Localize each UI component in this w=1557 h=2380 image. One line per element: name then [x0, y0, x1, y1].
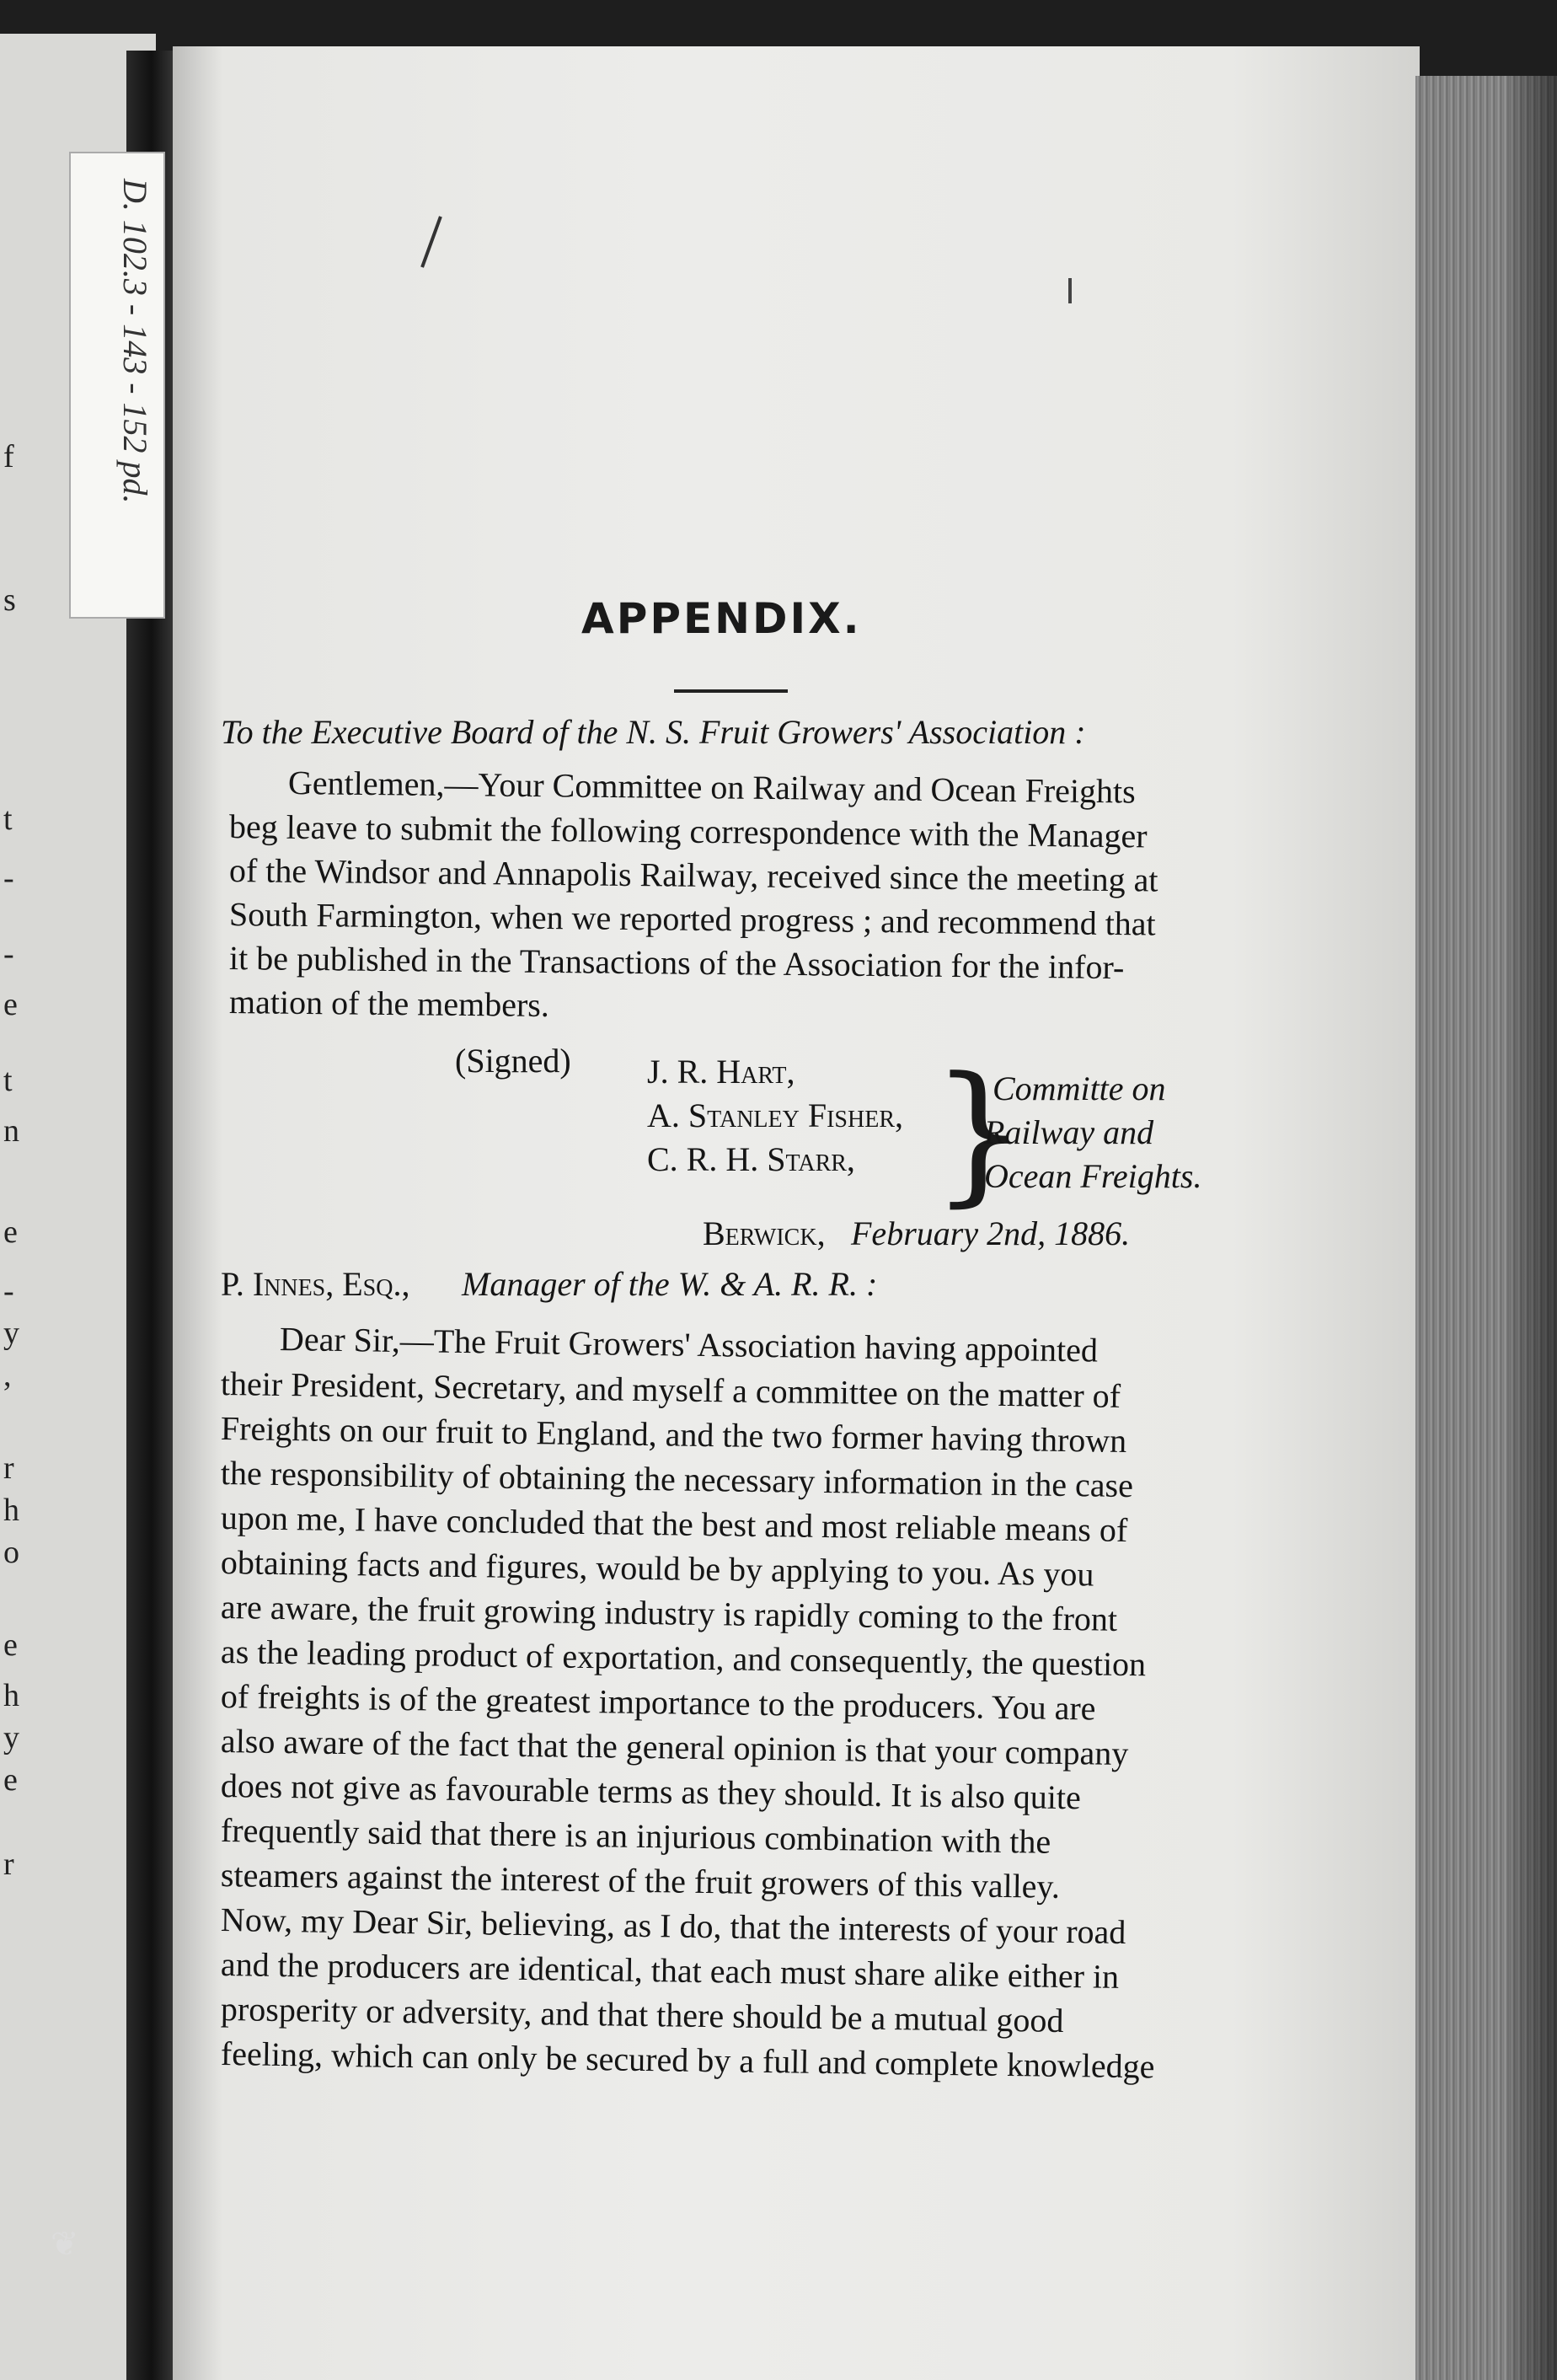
- paragraph-line: frequently said that there is an injurious combination with the: [220, 1811, 1051, 1861]
- paragraph-line: are aware, the fruit growing industry is rapidly coming to the front: [220, 1588, 1118, 1638]
- paragraph-line: of freights is of the greatest importance to the producers. You are: [220, 1677, 1096, 1728]
- place: Berwick,: [703, 1214, 826, 1252]
- paragraph-line: does not give as favourable terms as they should. It is also quite: [220, 1766, 1082, 1817]
- title-rule: [674, 689, 788, 693]
- margin-char: y: [3, 1720, 19, 1756]
- signatory: C. R. H. Starr,: [647, 1140, 855, 1178]
- paragraph-line: steamers against the interest of the fruit growers of this valley.: [220, 1856, 1061, 1906]
- salutation-line: To the Executive Board of the N. S. Fruit Growers' Association :: [221, 713, 1086, 751]
- margin-char: h: [3, 1493, 19, 1528]
- margin-char: ,: [3, 1358, 12, 1393]
- paragraph-line: prosperity or adversity, and that there should be a mutual good: [220, 1990, 1064, 2040]
- slip-text: D. 102.3 - 143 - 152 pd.: [116, 179, 154, 504]
- margin-char: e: [3, 987, 18, 1022]
- committee-line: Committe on: [993, 1069, 1166, 1107]
- paragraph-line: upon me, I have concluded that the best and most reliable means of: [220, 1498, 1128, 1550]
- paragraph-line: and the producers are identical, that each must share alike either in: [220, 1945, 1120, 1996]
- margin-char: h: [3, 1678, 19, 1713]
- page-edges-shadow: [1508, 76, 1557, 2380]
- committee-line: Railway and: [984, 1113, 1154, 1151]
- margin-char: y: [3, 1316, 19, 1351]
- paragraph-line: also aware of the fact that the general opinion is that your company: [220, 1722, 1129, 1773]
- paragraph-line: obtaining facts and figures, would be by applying to you. As you: [220, 1543, 1094, 1594]
- addressee-name: P. Innes, Esq.,: [221, 1265, 410, 1303]
- bottom-mark: ❦: [51, 2225, 79, 2264]
- margin-char: n: [3, 1113, 19, 1149]
- tick-mark: [1068, 278, 1072, 303]
- paragraph-line: as the leading product of exportation, and consequently, the question: [220, 1632, 1147, 1684]
- paragraph-line: Gentlemen,—Your Committee on Railway and Ocean Freights: [287, 764, 1136, 811]
- call-number-slip: [69, 152, 165, 619]
- margin-char: -: [3, 1273, 14, 1309]
- margin-char: t: [3, 801, 13, 837]
- margin-char: r: [3, 1847, 14, 1882]
- signatory: J. R. Hart,: [647, 1053, 795, 1091]
- margin-char: -: [3, 936, 14, 972]
- margin-char: -: [3, 860, 14, 896]
- committee-line: Ocean Freights.: [984, 1157, 1202, 1195]
- addressee-title: Manager of the W. & A. R. R. :: [462, 1265, 878, 1303]
- paragraph-line: of the Windsor and Annapolis Railway, received since the meeting at: [228, 851, 1158, 899]
- margin-char: e: [3, 1627, 18, 1663]
- date: February 2nd, 1886.: [851, 1214, 1131, 1252]
- paragraph-line: the responsibility of obtaining the necessary information in the case: [220, 1454, 1134, 1505]
- paragraph-line: beg leave to submit the following correspondence with the Manager: [228, 807, 1148, 855]
- paragraph-line: feeling, which can only be secured by a full and complete knowledge: [220, 2034, 1155, 2086]
- paragraph-line: their President, Secretary, and myself a committee on the matter of: [220, 1364, 1121, 1415]
- paragraph-line: it be published in the Transactions of the Association for the infor-: [228, 939, 1125, 987]
- signed-label: (Signed): [455, 1042, 571, 1080]
- margin-char: s: [3, 582, 16, 618]
- margin-char: t: [3, 1063, 13, 1098]
- paragraph-line: Dear Sir,—The Fruit Growers' Association having appointed: [279, 1320, 1099, 1370]
- margin-char: e: [3, 1762, 18, 1798]
- margin-char: r: [3, 1450, 14, 1486]
- paragraph-line: South Farmington, when we reported progress ; and recommend that: [228, 895, 1156, 943]
- margin-char: o: [3, 1535, 19, 1570]
- margin-char: f: [3, 439, 14, 474]
- paragraph-line: Freights on our fruit to England, and the two former having thrown: [220, 1409, 1127, 1461]
- paragraph-line: Now, my Dear Sir, believing, as I do, that the interests of your road: [220, 1900, 1126, 1951]
- signatory: A. Stanley Fisher,: [647, 1096, 904, 1134]
- page-title: APPENDIX.: [581, 594, 862, 643]
- paragraph-line: mation of the members.: [228, 983, 550, 1024]
- margin-char: e: [3, 1214, 18, 1250]
- brace: }: [931, 1045, 1028, 1221]
